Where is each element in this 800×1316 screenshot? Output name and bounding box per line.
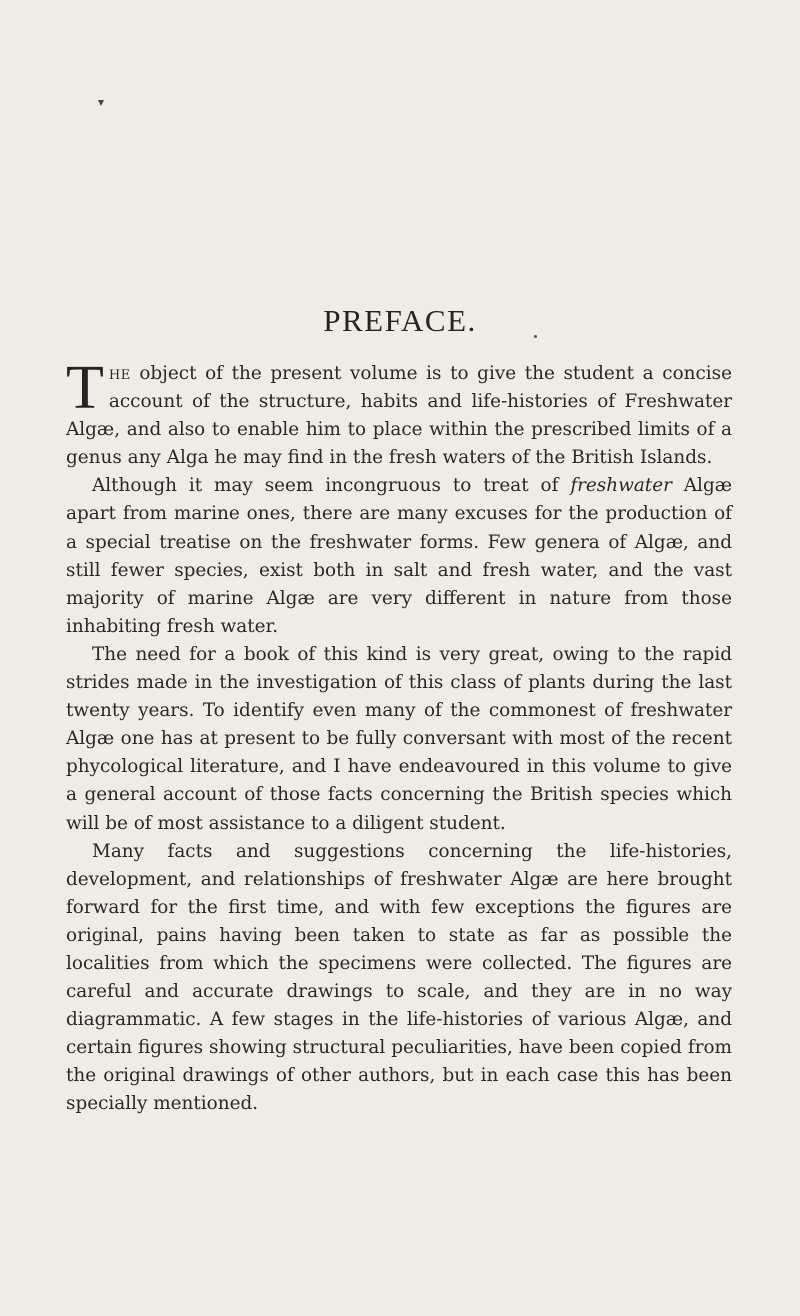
stray-dot-mark	[534, 335, 537, 338]
paragraph-3: The need for a book of this kind is very great, owing to the rapid strides made in the investigation of this class of plants during the last twenty years. To identify even many of the commonest of freshwater Algæ one has at present to be fully conversant with most of the recent phycological literature, and I have endeavoured in this volume to give a general account of those facts concerning the British species which will be of most assistance to a diligent student.	[66, 643, 732, 834]
paragraph-2-text-after: Algæ apart from marine ones, there are many excuses for the production of a special treatise on the freshwater forms. Few genera of Algæ, and still fewer species, exist both in salt and fresh water, and the vast majority of marine Algæ are very different in nature from those inhabiting fresh water.	[66, 475, 732, 637]
paragraph-2	[66, 472, 732, 641]
paragraph-4: Many facts and suggestions concerning the life-histories, development, and relationships of freshwater Algæ are here brought forward for the first time, and with few exceptions the figures are original, pains having been taken to state as far as possible the localities from which the specimens were collected. The figures are careful and accurate drawings to scale, and they are in no way diagrammatic. A few stages in the life-histories of various Algæ, and certain figures showing structural peculiarities, have been copied from the original drawings of other authors, but in each case this has been specially mentioned.	[66, 840, 732, 1115]
paragraph-1-text: object of the present volume is to give the student a concise account of the structure, habits and life-histories of Freshwater Algæ, and also to enable him to place within the prescribed limits of a genus any Alga he may find in the fresh waters of the British Islands.	[66, 363, 732, 469]
page-title: PREFACE.	[323, 303, 477, 338]
preface-body	[66, 354, 732, 1119]
drop-cap: T	[66, 354, 104, 422]
paragraph-2-italic: freshwater	[570, 475, 672, 497]
opening-small-caps: he	[108, 363, 131, 384]
page-speck-mark	[98, 100, 104, 106]
paragraph-1	[66, 354, 732, 472]
paragraph-2-text-before: Although it may seem incongruous to treat of	[92, 475, 571, 497]
